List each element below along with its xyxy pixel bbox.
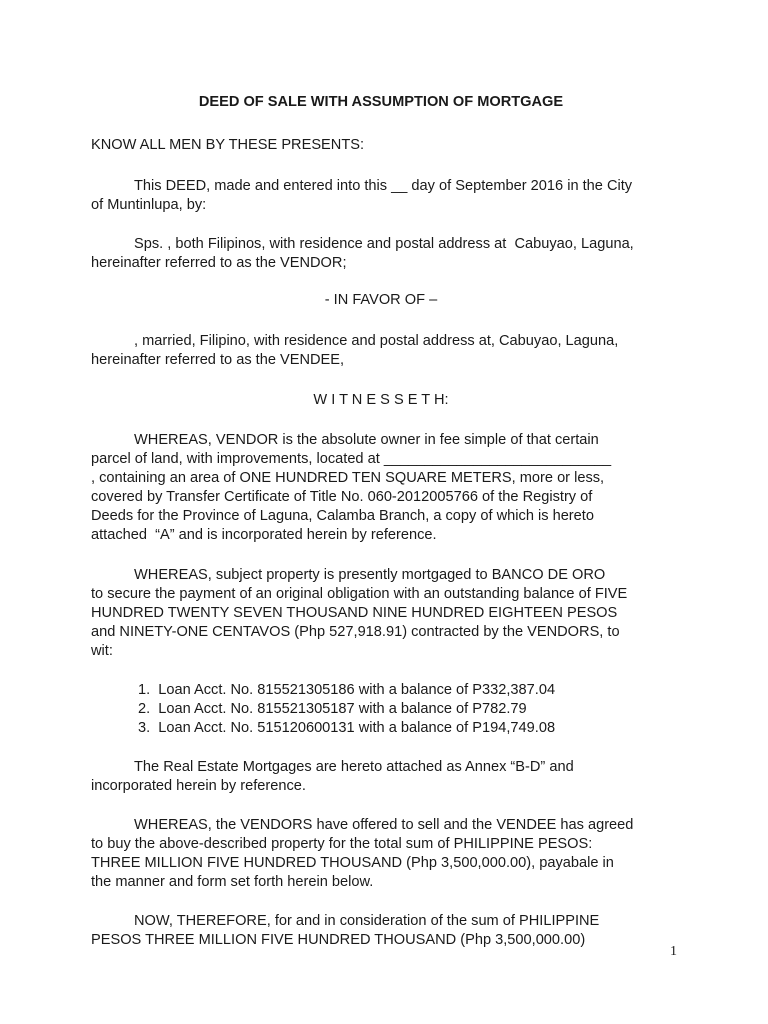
mortgages-paragraph [91,758,671,796]
whereas-line: and NINETY-ONE CENTAVOS (Php 527,918.91) contracted by the VENDORS, to [91,624,620,640]
whereas-line: , containing an area of ONE HUNDRED TEN SQUARE METERS, more or less, [91,470,605,486]
whereas-line: the manner and form set forth herein below. [91,874,374,890]
vendor-line: Sps. , both Filipinos, with residence and postal address at Cabuyao, Laguna, [134,236,634,252]
intro-line: of Muntinlupa, by: [91,197,207,213]
whereas-line: HUNDRED TWENTY SEVEN THOUSAND NINE HUNDRED EIGHTEEN PESOS [91,605,618,621]
whereas-line: to buy the above-described property for the total sum of PHILIPPINE PESOS: [91,836,593,852]
now-therefore-line: PESOS THREE MILLION FIVE HUNDRED THOUSAND (Php 3,500,000.00) [91,932,586,948]
whereas-line: to secure the payment of an original obligation with an outstanding balance of FIVE [91,586,628,602]
whereas-line: THREE MILLION FIVE HUNDRED THOUSAND (Php 3,500,000.00), payabale in [91,855,614,871]
vendee-line: hereinafter referred to as the VENDEE, [91,352,345,368]
now-therefore-paragraph [91,912,671,950]
vendee-paragraph [91,332,671,370]
whereas-line: covered by Transfer Certificate of Title No. 060-2012005766 of the Registry of [91,489,593,505]
whereas-mortgage-paragraph [91,566,671,661]
in-favor-of-heading: - IN FAVOR OF – [324,292,438,308]
intro-paragraph [91,177,671,215]
loan-list-item: 2. Loan Acct. No. 815521305187 with a balance of P782.79 [138,701,527,717]
whereas-line: Deeds for the Province of Laguna, Calamba Branch, a copy of which is hereto [91,508,594,524]
mortgages-line: incorporated herein by reference. [91,778,306,794]
now-therefore-line: NOW, THEREFORE, for and in consideration of the sum of PHILIPPINE [134,913,600,929]
whereas-line: wit: [91,643,113,659]
intro-line: This DEED, made and entered into this __ day of September 2016 in the City [134,178,633,194]
mortgages-line: The Real Estate Mortgages are hereto attached as Annex “B-D” and [134,759,574,775]
loan-list-item: 1. Loan Acct. No. 815521305186 with a balance of P332,387.04 [138,682,556,698]
deed-body [91,93,671,950]
whereas-line: WHEREAS, subject property is presently mortgaged to BANCO DE ORO [134,567,606,583]
witnesseth-heading: W I T N E S S E T H: [313,392,449,408]
whereas-line: WHEREAS, VENDOR is the absolute owner in fee simple of that certain [134,432,599,448]
whereas-line: WHEREAS, the VENDORS have offered to sell and the VENDEE has agreed [134,817,634,833]
page-number: 1 [670,944,677,959]
loan-list [91,681,671,738]
vendee-line: , married, Filipino, with residence and postal address at, Cabuyao, Laguna, [134,333,619,349]
whereas-line: parcel of land, with improvements, located at ____________________________ [91,451,612,467]
whereas-ownership-paragraph [91,431,671,545]
vendor-paragraph [91,235,671,273]
loan-list-item: 3. Loan Acct. No. 515120600131 with a balance of P194,749.08 [138,720,556,736]
deed-title: DEED OF SALE WITH ASSUMPTION OF MORTGAGE [198,94,564,110]
vendor-line: hereinafter referred to as the VENDOR; [91,255,347,271]
whereas-line: attached “A” and is incorporated herein by reference. [91,527,437,543]
whereas-offer-paragraph [91,816,671,892]
know-all-heading: KNOW ALL MEN BY THESE PRESENTS: [91,137,365,153]
